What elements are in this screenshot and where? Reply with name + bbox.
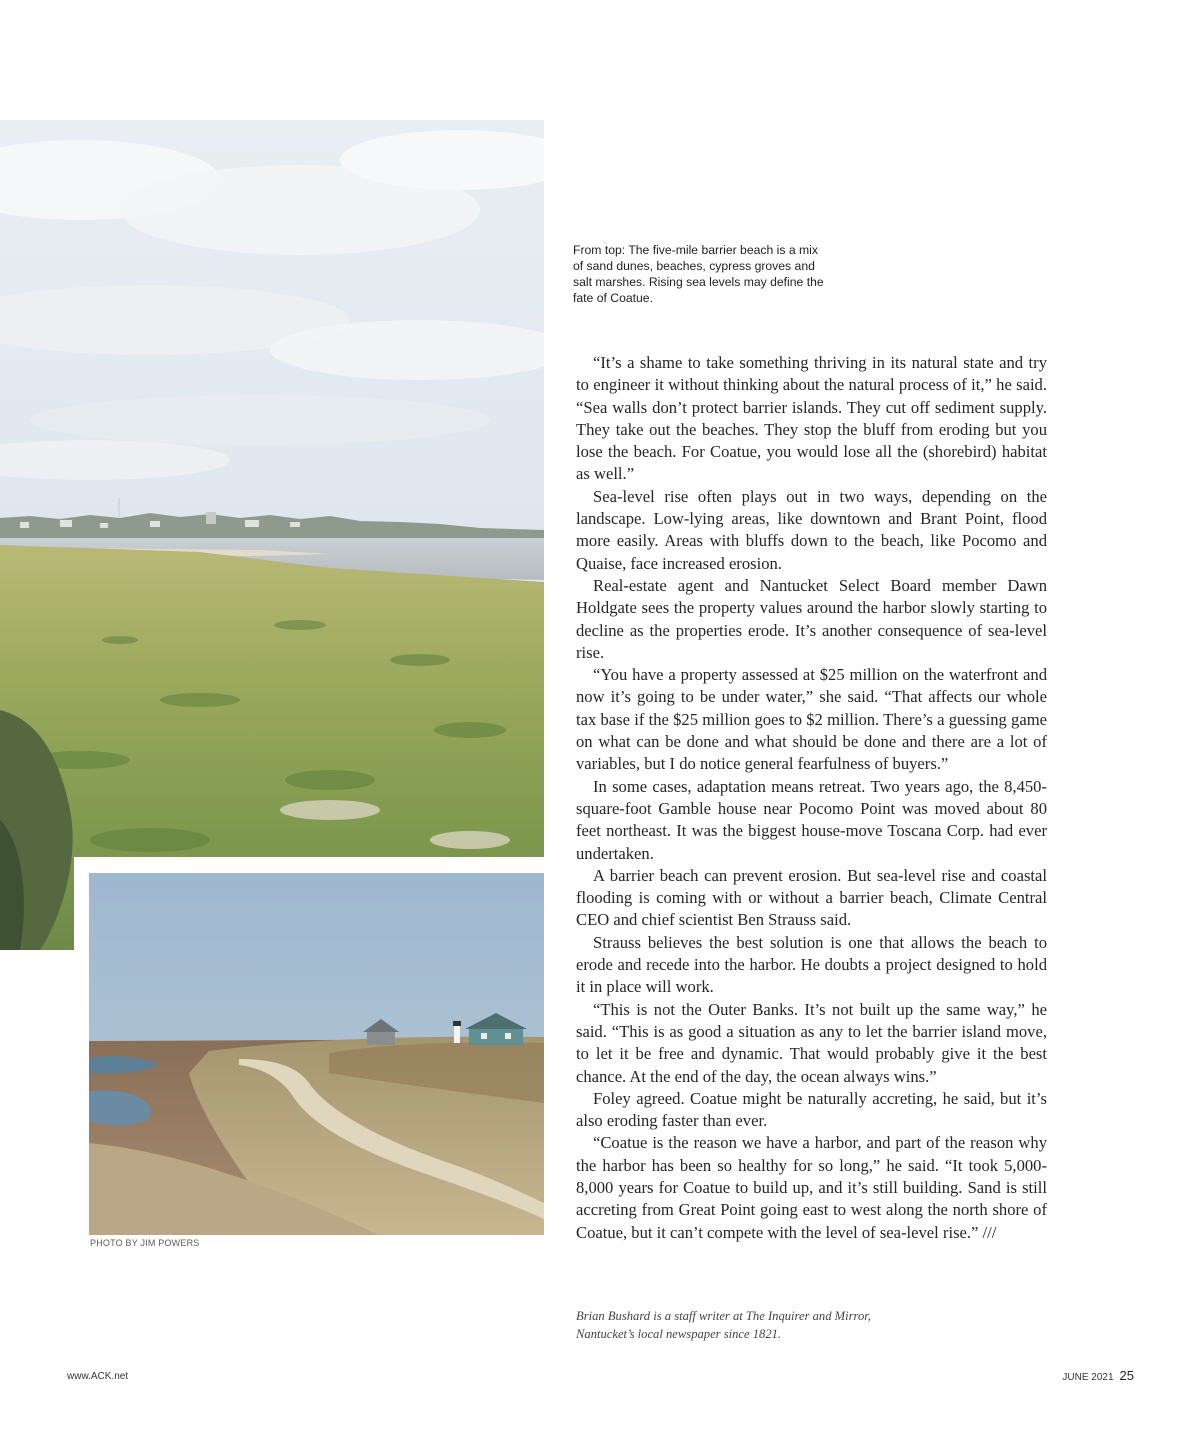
article-paragraph: “This is not the Outer Banks. It’s not built up the same way,” he said. “This is as good a situation as any to let the barrier island move, to let it be free and dynamic. That would probably give it the best chance. At the end of the day, the ocean always wins.” <box>576 999 1047 1086</box>
article-paragraph: “Coatue is the reason we have a harbor, and part of the reason why the harbor has been so healthy for so long,” he said. “It took 5,000-8,000 years for Coatue to build up, and it’s still building. Sand is still accreting from Great Point going east to west along the north shore of Coatue, but it can’t compete with the level of sea-level rise.” /// <box>576 1133 1047 1242</box>
article-paragraph: Sea-level rise often plays out in two ways, depending on the landscape. Low-lying areas, like downtown and Brant Point, flood more easily. Areas with bluffs down to the beach, like Pocomo and Quaise, face increased erosion. <box>576 486 1047 573</box>
article-paragraph: Strauss believes the best solution is one that allows the beach to erode and recede into the harbor. He doubts a project designed to hold it in place will work. <box>576 932 1047 997</box>
coatue-cottages-photo <box>89 873 544 1235</box>
article-body <box>576 352 1047 1244</box>
photo-credit: PHOTO BY JIM POWERS <box>90 1238 200 1248</box>
footer-page-info <box>1062 1368 1134 1383</box>
article-paragraph: “It’s a shame to take something thriving in its natural state and try to engineer it without thinking about the natural process of it,” he said. “Sea walls don’t protect barrier islands. They cut off sediment supply. They take out the beaches. They stop the bluff from eroding but you lose the beach. For Coatue, you would lose all the (shorebird) habitat as well.” <box>576 353 1047 484</box>
footer-website: www.ACK.net <box>67 1371 129 1382</box>
coatue-cottages-image <box>89 873 544 1235</box>
author-bio <box>576 1307 976 1343</box>
author-bio-line: Brian Bushard is a staff writer at The Inquirer and Mirror, <box>576 1309 871 1323</box>
article-paragraph: “You have a property assessed at $25 million on the waterfront and now it’s going to be under water,” she said. “That affects our whole tax base if the $25 million goes to $2 million. There’s a guessing game on what can be done and what should be done and there are a lot of variables, but I do notice general fearfulness of buyers.” <box>576 665 1047 774</box>
lighthouse <box>453 1021 461 1043</box>
marsh-landscape-photo <box>0 120 544 950</box>
article-paragraph: Foley agreed. Coatue might be naturally accreting, he said, but it’s also eroding faster than ever. <box>576 1088 1047 1131</box>
marsh-landscape-image <box>0 120 544 950</box>
photo-caption: From top: The five-mile barrier beach is a mix of sand dunes, beaches, cypress groves and salt marshes. Rising sea levels may define the fate of Coatue. <box>573 243 824 305</box>
article-paragraph: Real-estate agent and Nantucket Select Board member Dawn Holdgate sees the property values around the harbor slowly starting to decline as the properties erode. It’s another consequence of sea-level rise. <box>576 575 1047 662</box>
article-paragraph: In some cases, adaptation means retreat. Two years ago, the 8,450-square-foot Gamble house near Pocomo Point was moved about 80 feet northeast. It was the biggest house-move Toscana Corp. had ever undertaken. <box>576 776 1047 863</box>
article-paragraph: A barrier beach can prevent erosion. But sea-level rise and coastal flooding is coming with or without a barrier beach, Climate Central CEO and chief scientist Ben Strauss said. <box>576 865 1047 930</box>
footer-issue-date: JUNE 2021 <box>1062 1372 1114 1383</box>
page-number: 25 <box>1119 1368 1134 1383</box>
author-bio-line: Nantucket’s local newspaper since 1821. <box>576 1327 782 1341</box>
